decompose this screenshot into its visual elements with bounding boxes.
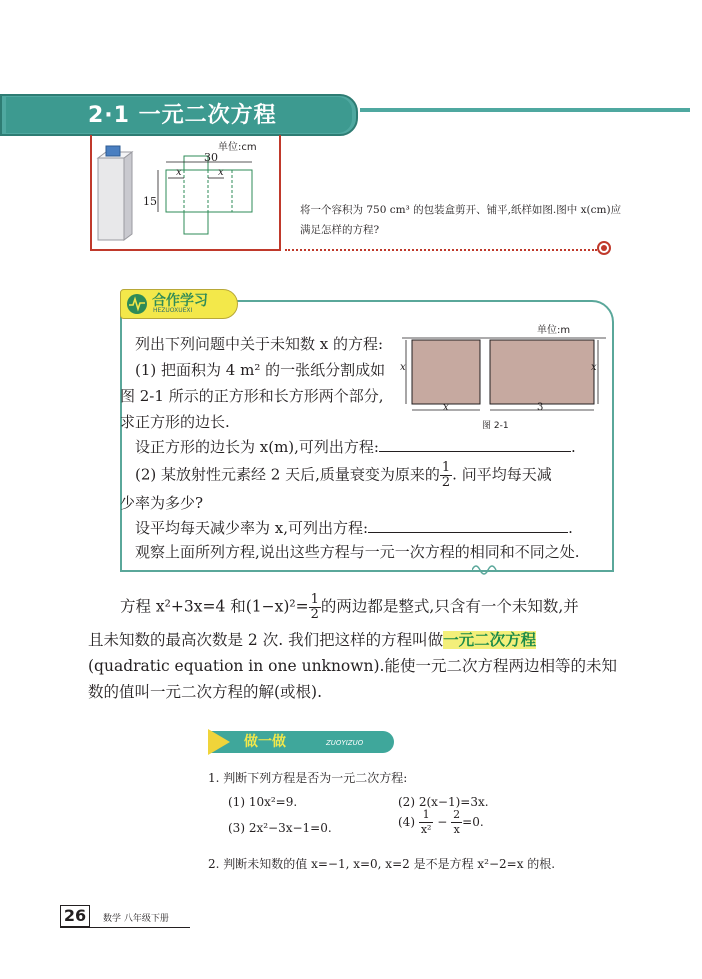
intro-dim-x-left: x (176, 167, 182, 178)
doit-q1: 1. 判断下列方程是否为一元二次方程: (208, 771, 408, 785)
definition-text-b: 的两边都是整式,只含有一个未知数,并 (320, 597, 579, 616)
coop-q2-text-b: . 问平均每天减 (452, 465, 552, 484)
figure-label-x-left: x (400, 362, 406, 373)
doit-item-4-n1: 1 (419, 808, 434, 823)
figure-unit: 单位:m (537, 325, 571, 336)
definition-frac-num: 1 (310, 592, 319, 607)
intro-dim-width: 30 (204, 151, 218, 164)
carton-illustration (92, 140, 278, 248)
coop-q1-line3: 求正方形的边长. (120, 413, 230, 431)
doit-item-1: (1) 10x²=9. (228, 795, 298, 809)
coop-q2-answer-blank (368, 514, 568, 533)
intro-question: 将一个容积为 750 cm³ 的包装盒剪开、铺平,纸样如图.图中 x(cm)应满足怎样的方程? (300, 204, 622, 236)
figure-label-3: 3 (537, 402, 544, 413)
doit-item-4-minus: − (437, 815, 448, 829)
coop-q2-fraction (440, 461, 452, 490)
coop-q2-line1 (135, 461, 552, 490)
coop-q1-set (135, 433, 576, 460)
coop-q2-set-text: 设平均每天减少率为 x,可列出方程: (135, 519, 369, 537)
coop-q1-answer-blank (379, 433, 571, 452)
frame-squiggle-icon (472, 562, 502, 578)
coop-q2-text-a: (2) 某放射性元素经 2 天后,质量衰变为原来的 (135, 465, 440, 484)
doit-item-3: (3) 2x²−3x−1=0. (228, 821, 332, 835)
intro-marker-dot (601, 245, 607, 251)
doit-item-4-d2: x (453, 823, 460, 836)
figure-2-1 (398, 334, 608, 416)
footer-book-title: 数学 八年级下册 (103, 914, 169, 924)
coop-badge-label: 合作学习 (152, 293, 208, 309)
definition-line2 (88, 627, 536, 653)
figure-square (412, 340, 480, 404)
coop-q2-period: . (568, 519, 573, 537)
coop-q1-line2: 图 2-1 所示的正方形和长方形两个部分, (120, 387, 384, 405)
definition-line1 (120, 593, 579, 622)
doit-item-4-frac2 (451, 808, 462, 837)
coop-q1-period: . (570, 438, 576, 456)
coop-observe: 观察上面所列方程,说出这些方程与一元一次方程的相同和不同之处. (135, 543, 580, 561)
coop-q2-set (135, 514, 573, 541)
definition-line3: (quadratic equation in one unknown).能使一元二次方程两边相等的未知 (88, 657, 617, 675)
coop-q2-frac-num: 1 (441, 460, 451, 475)
coop-q2-line2: 少率为多少? (120, 494, 204, 512)
doit-item-4-label: (4) (398, 815, 415, 829)
definition-text-c: 且未知数的最高次数是 2 次. 我们把这样的方程叫做 (88, 631, 444, 649)
doit-item-4-frac1 (419, 808, 434, 837)
header-rule (360, 108, 690, 112)
doit-sub: ZUOYIZUO (326, 739, 364, 747)
intro-unit-label: 单位:cm (218, 142, 257, 153)
definition-frac-den: 2 (310, 607, 319, 622)
doit-item-4-tail: =0. (462, 815, 484, 829)
doit-item-4-n2: 2 (453, 808, 461, 821)
coop-lead: 列出下列问题中关于未知数 x 的方程: (135, 335, 384, 353)
intro-dotted-rule (285, 249, 597, 251)
doit-bar (210, 731, 394, 753)
figure-rectangle (490, 340, 594, 404)
coop-q1-line1: (1) 把面积为 4 m² 的一张纸分割成如 (135, 361, 386, 379)
doit-q2: 2. 判断未知数的值 x=−1, x=0, x=2 是不是方程 x²−2=x 的根. (208, 857, 556, 871)
figure-label-x-bottom: x (443, 402, 449, 413)
play-arrow-icon (208, 729, 230, 755)
definition-fraction (309, 593, 321, 622)
carton-side (124, 152, 132, 240)
doit-item-2: (2) 2(x−1)=3x. (398, 795, 489, 809)
section-title: 2·1 一元二次方程 (88, 103, 277, 128)
page-number: 26 (60, 905, 90, 927)
doit-label: 做一做 (244, 734, 286, 750)
definition-term: 一元二次方程 (443, 631, 537, 649)
intro-dim-height: 15 (143, 195, 157, 208)
carton-front (98, 158, 124, 240)
intro-dim-x-right: x (218, 167, 224, 178)
doit-item-4-d1: x² (420, 823, 432, 836)
coop-q2-frac-den: 2 (441, 475, 451, 490)
footer-rule (60, 927, 190, 928)
figure-label-x-right: x (591, 362, 597, 373)
carton-cap (106, 146, 120, 156)
doit-item-4 (398, 808, 484, 837)
pulse-icon (127, 294, 147, 314)
coop-badge-sub: HEZUOXUEXI (153, 307, 193, 314)
definition-line4: 数的值叫一元二次方程的解(或根). (88, 683, 323, 701)
coop-q1-set-text: 设正方形的边长为 x(m),可列出方程: (135, 438, 379, 456)
figure-caption: 图 2-1 (482, 421, 509, 431)
definition-text-a: 方程 x²+3x=4 和(1−x)²= (120, 597, 309, 616)
